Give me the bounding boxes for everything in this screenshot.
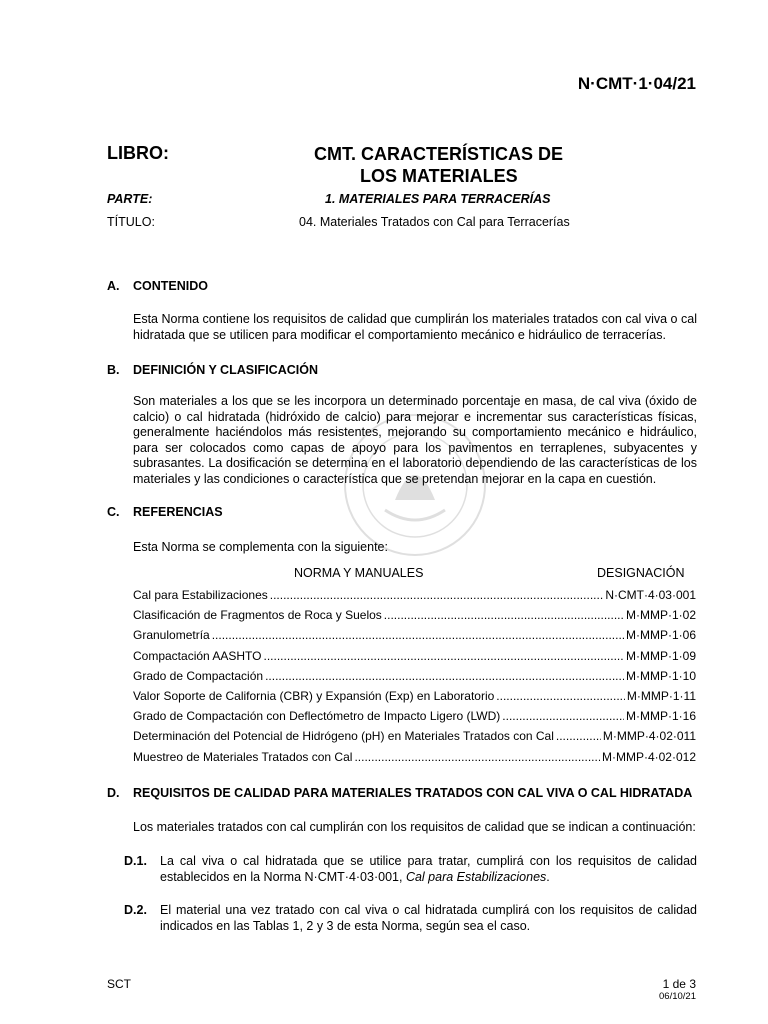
subsection-d2-text: El material una vez tratado con cal viva o cal hidratada cumplirá con los requisitos de calidad indicados en las Tablas 1, 2 y 3 de esta Norma, según sea el caso. bbox=[160, 903, 697, 933]
title-value: 04. Materiales Tratados con Cal para Terracerías bbox=[299, 215, 570, 229]
section-a-letter: A. bbox=[107, 279, 120, 293]
reference-name: Grado de Compactación bbox=[133, 668, 264, 683]
title-label: TÍTULO: bbox=[107, 215, 155, 229]
reference-row bbox=[133, 669, 696, 689]
footer-date: 06/10/21 bbox=[659, 991, 696, 1002]
reference-name: Determinación del Potencial de Hidrógeno (pH) en Materiales Tratados con Cal bbox=[133, 729, 554, 744]
reference-name: Valor Soporte de California (CBR) y Expansión (Exp) en Laboratorio bbox=[133, 688, 495, 703]
subsection-d1-text: La cal viva o cal hidratada que se utilice para tratar, cumplirá con los requisitos de calidad establecidos en la Norma N·CMT·4·03·001, Cal para Estabilizaciones. bbox=[160, 854, 697, 884]
document-code: N·CMT·1·04/21 bbox=[577, 74, 696, 93]
book-title-line-2: LOS MATERIALES bbox=[360, 166, 518, 186]
section-a-text: Esta Norma contiene los requisitos de calidad que cumplirán los materiales tratados con cal viva o cal hidratada que se utilicen para modificar el comportamiento mecánico e hidráulico de terracerías. bbox=[133, 312, 697, 342]
reference-code: M·MMP·1·06 bbox=[625, 628, 696, 643]
reference-code: M·MMP·1·09 bbox=[625, 648, 696, 663]
reference-code: N·CMT·4·03·001 bbox=[605, 588, 696, 602]
section-d-letter: D. bbox=[107, 786, 120, 800]
references-intro: Esta Norma se complementa con la siguiente: bbox=[133, 540, 388, 554]
references-list bbox=[133, 588, 696, 770]
reference-code: M·MMP·1·16 bbox=[625, 709, 696, 724]
reference-name: Muestreo de Materiales Tratados con Cal bbox=[133, 749, 353, 764]
section-b-text: Son materiales a los que se les incorpora un determinado porcentaje en masa, de cal viva (óxido de calcio) o cal hidratada (hidróxido de calcio) para mejorar e incrementar sus características físicas, generalmente haciéndolos más resistentes, mejorando su comportamiento mecánico e hidráulico, para ser colocados como capas de apoyo para los pavimentos en terraplenes, subyacentes y subrasantes. La dosificación se determina en el laboratorio dependiendo de las características de los materiales y las condiciones o característica que se pretendan mejorar en la capa en cuestión. bbox=[133, 394, 697, 486]
section-c-letter: C. bbox=[107, 505, 120, 519]
reference-name: Compactación AASHTO bbox=[133, 648, 262, 663]
reference-row bbox=[133, 649, 696, 669]
section-d-title: REQUISITOS DE CALIDAD PARA MATERIALES TRATADOS CON CAL VIVA O CAL HIDRATADA bbox=[133, 786, 693, 800]
reference-code: M·MMP·1·02 bbox=[625, 608, 696, 623]
section-d-intro: Los materiales tratados con cal cumplirán con los requisitos de calidad que se indican a continuación: bbox=[133, 820, 696, 834]
reference-name: Granulometría bbox=[133, 628, 210, 643]
reference-code: M·MMP·1·11 bbox=[626, 688, 696, 703]
section-b-letter: B. bbox=[107, 363, 120, 377]
section-a-title: CONTENIDO bbox=[133, 279, 208, 293]
reference-code: M·MMP·4·02·011 bbox=[602, 729, 696, 744]
footer-page-number: 1 de 3 bbox=[662, 977, 696, 991]
reference-row bbox=[133, 709, 696, 729]
reference-row bbox=[133, 588, 696, 608]
reference-row bbox=[133, 750, 696, 770]
reference-name: Cal para Estabilizaciones bbox=[133, 588, 268, 602]
book-title bbox=[314, 143, 563, 187]
reference-code: M·MMP·4·02·012 bbox=[601, 749, 696, 764]
footer-organization: SCT bbox=[107, 977, 131, 991]
reference-row bbox=[133, 689, 696, 709]
reference-row bbox=[133, 628, 696, 648]
section-c-title: REFERENCIAS bbox=[133, 505, 223, 519]
reference-row bbox=[133, 608, 696, 628]
references-column-designation: DESIGNACIÓN bbox=[597, 566, 685, 580]
book-title-line-1: CMT. CARACTERÍSTICAS DE bbox=[314, 144, 564, 164]
book-label: LIBRO: bbox=[107, 143, 169, 163]
part-label: PARTE: bbox=[107, 192, 153, 206]
part-value: 1. MATERIALES PARA TERRACERÍAS bbox=[325, 192, 551, 206]
reference-name: Clasificación de Fragmentos de Roca y Suelos bbox=[133, 608, 382, 623]
subsection-d2-number: D.2. bbox=[124, 903, 147, 917]
section-b-title: DEFINICIÓN Y CLASIFICACIÓN bbox=[133, 363, 318, 377]
norma-reference-title: Cal para Estabilizaciones bbox=[405, 869, 547, 884]
references-column-norma: NORMA Y MANUALES bbox=[294, 566, 424, 580]
reference-code: M·MMP·1·10 bbox=[625, 668, 696, 683]
subsection-d1-number: D.1. bbox=[124, 854, 147, 868]
reference-name: Grado de Compactación con Deflectómetro de Impacto Ligero (LWD) bbox=[133, 709, 501, 724]
reference-row bbox=[133, 729, 696, 749]
